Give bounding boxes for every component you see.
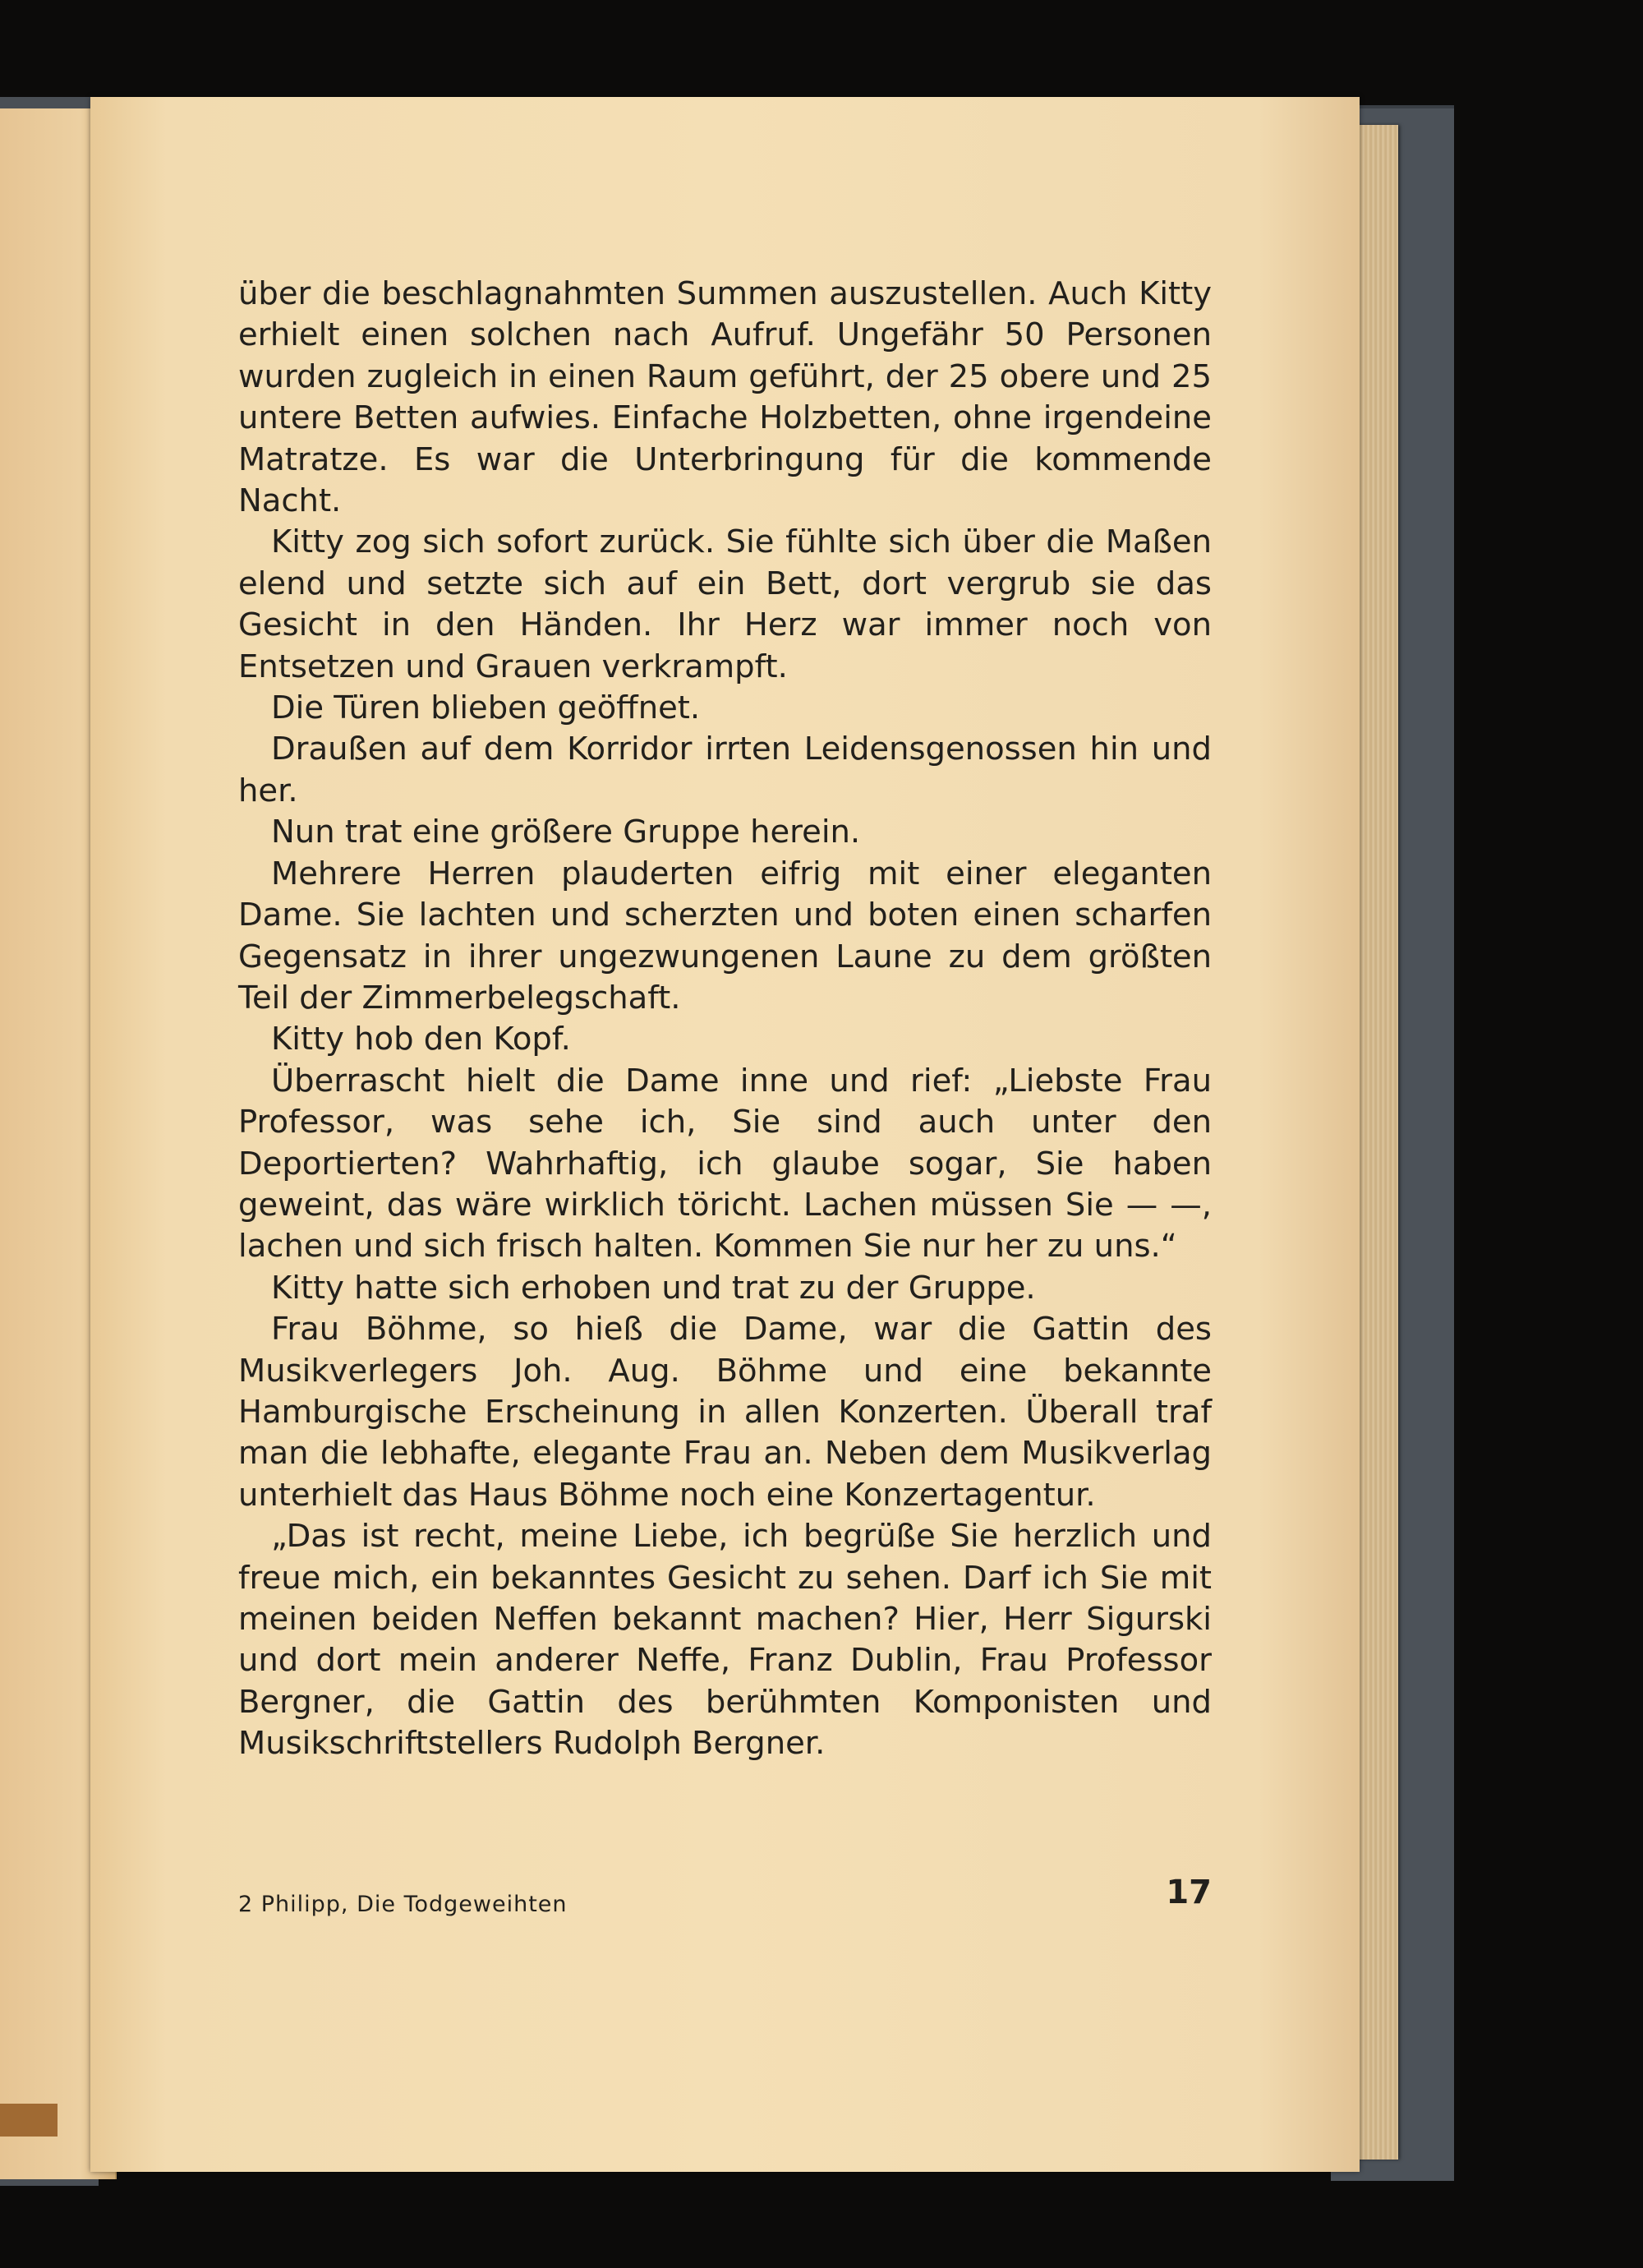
page-number: 17 — [1166, 1874, 1212, 1911]
paragraph: über die beschlagnahmten Summen auszustellen. Auch Kitty erhielt einen solchen nach Aufruf. Ungefähr 50 Personen wurden zugleich in einen Raum geführt, der 25 obere und 25 untere Betten aufwies. Einfache Holzbetten, ohne irgendeine Matratze. Es war die Unterbringung für die kommende Nacht. — [238, 275, 1212, 520]
paragraph: Draußen auf dem Korridor irrten Leidensgenossen hin und her. — [238, 731, 1212, 809]
paragraph: Die Türen blieben geöffnet. — [271, 689, 701, 727]
paragraph: Kitty hob den Kopf. — [271, 1021, 571, 1058]
page-footer — [238, 1874, 1212, 1923]
paragraph: „Das ist recht, meine Liebe, ich begrüße Sie herzlich und freue mich, ein bekanntes Gesicht zu sehen. Darf ich Sie mit meinen beiden Neffen bekannt machen? Hier, Herr Sigurski und dort mein anderer Neffe, Franz Dublin, Frau Professor Bergner, die Gattin des berühmten Komponisten und Musikschriftstellers Rudolph Bergner. — [238, 1518, 1212, 1763]
paragraph: Frau Böhme, so hieß die Dame, war die Gattin des Musikverlegers Joh. Aug. Böhme und eine bekannte Hamburgische Erscheinung in allen Konzerten. Überall traf man die lebhafte, elegante Frau an. Neben dem Musikverlag unterhielt das Haus Böhme noch eine Konzertagentur. — [238, 1311, 1212, 1514]
paragraph: Überrascht hielt die Dame inne und rief: „Liebste Frau Professor, was sehe ich, Sie sind auch unter den Deportierten? Wahrhaftig, ich glaube sogar, Sie haben geweint, das wäre wirklich töricht. Lachen müssen Sie — —, lachen und sich frisch halten. Kommen Sie nur her zu uns.“ — [238, 1062, 1212, 1265]
paragraph: Mehrere Herren plauderten eifrig mit einer eleganten Dame. Sie lachten und scherzten und boten einen scharfen Gegensatz in ihrer ungezwungenen Laune zu dem größten Teil der Zimmerbelegschaft. — [238, 855, 1212, 1016]
paragraph: Kitty zog sich sofort zurück. Sie fühlte sich über die Maßen elend und setzte sich auf ein Bett, dort vergrub sie das Gesicht in den Händen. Ihr Herz war immer noch von Entsetzen und Grauen verkrampft. — [238, 523, 1212, 685]
body-text — [238, 274, 1212, 1765]
spine-tape — [0, 2104, 58, 2137]
paragraph: Nun trat eine größere Gruppe herein. — [271, 814, 861, 851]
printer-signature: 2 Philipp, Die Todgeweihten — [238, 1892, 568, 1917]
paragraph: Kitty hatte sich erhoben und trat zu der Gruppe. — [271, 1269, 1036, 1307]
book-page — [90, 97, 1360, 2172]
